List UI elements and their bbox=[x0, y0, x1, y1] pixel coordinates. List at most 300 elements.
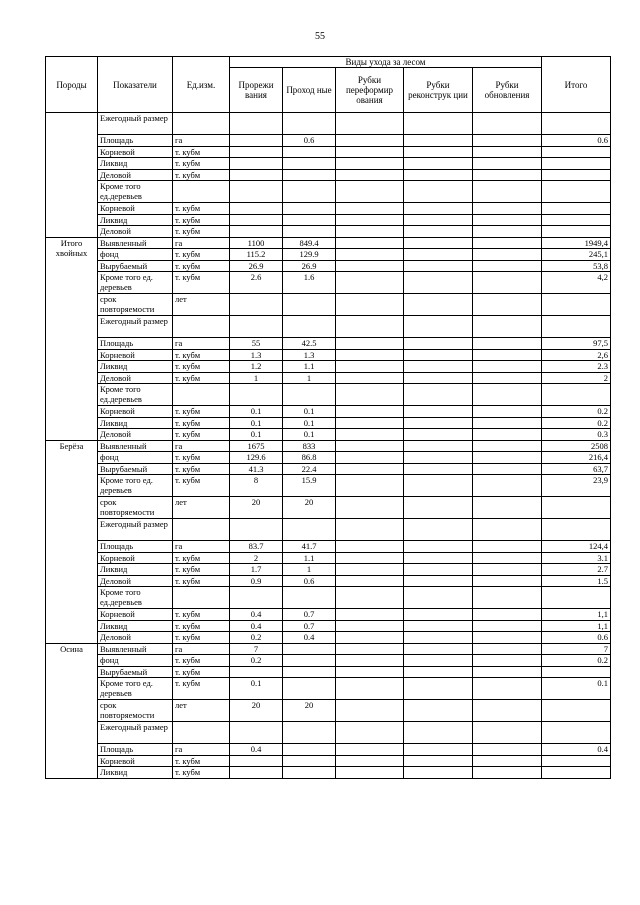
unit-cell: т. кубм bbox=[173, 361, 230, 373]
total-cell: 0.6 bbox=[542, 135, 611, 147]
renewal-cell bbox=[473, 226, 542, 238]
passage-cell: 1 bbox=[283, 564, 336, 576]
thinning-cell: 1.3 bbox=[230, 349, 283, 361]
unit-cell: га bbox=[173, 643, 230, 655]
unit-cell: т. кубм bbox=[173, 767, 230, 779]
indicator-cell: фонд bbox=[98, 452, 173, 464]
reconstruction-cell bbox=[404, 361, 473, 373]
passage-cell: 1.1 bbox=[283, 361, 336, 373]
table-row bbox=[46, 452, 611, 464]
total-cell: 0.1 bbox=[542, 678, 611, 700]
table-row bbox=[46, 384, 611, 406]
table-row bbox=[46, 643, 611, 655]
reconstruction-cell bbox=[404, 463, 473, 475]
reconstruction-cell bbox=[404, 349, 473, 361]
reformation-cell bbox=[336, 678, 404, 700]
reconstruction-cell bbox=[404, 744, 473, 756]
unit-cell: т. кубм bbox=[173, 678, 230, 700]
reformation-cell bbox=[336, 417, 404, 429]
reformation-cell bbox=[336, 272, 404, 294]
indicator-cell: Ликвид bbox=[98, 158, 173, 170]
indicator-cell: Корневой bbox=[98, 755, 173, 767]
thinning-cell: 0.1 bbox=[230, 417, 283, 429]
reformation-cell bbox=[336, 316, 404, 338]
reconstruction-cell bbox=[404, 620, 473, 632]
passage-cell bbox=[283, 643, 336, 655]
total-cell bbox=[542, 722, 611, 744]
renewal-cell bbox=[473, 700, 542, 722]
passage-cell: 0.1 bbox=[283, 406, 336, 418]
reconstruction-cell bbox=[404, 755, 473, 767]
unit-cell: т. кубм bbox=[173, 158, 230, 170]
table-row bbox=[46, 249, 611, 261]
renewal-cell bbox=[473, 678, 542, 700]
reformation-cell bbox=[336, 755, 404, 767]
indicator-cell: Ликвид bbox=[98, 620, 173, 632]
reformation-cell bbox=[336, 169, 404, 181]
reconstruction-cell bbox=[404, 169, 473, 181]
forest-care-table bbox=[45, 56, 611, 779]
total-cell: 0.3 bbox=[542, 429, 611, 441]
table-row bbox=[46, 475, 611, 497]
total-cell bbox=[542, 226, 611, 238]
total-cell: 2.7 bbox=[542, 564, 611, 576]
reconstruction-cell bbox=[404, 655, 473, 667]
total-cell bbox=[542, 113, 611, 135]
thinning-cell: 0.1 bbox=[230, 406, 283, 418]
reconstruction-cell bbox=[404, 316, 473, 338]
renewal-cell bbox=[473, 361, 542, 373]
passage-cell: 0.6 bbox=[283, 575, 336, 587]
reformation-cell bbox=[336, 113, 404, 135]
passage-cell bbox=[283, 226, 336, 238]
reformation-cell bbox=[336, 294, 404, 316]
thinning-cell: 83.7 bbox=[230, 541, 283, 553]
passage-cell bbox=[283, 316, 336, 338]
table-row bbox=[46, 338, 611, 350]
unit-cell: т. кубм bbox=[173, 452, 230, 464]
indicator-cell: Ликвид bbox=[98, 361, 173, 373]
reformation-cell bbox=[336, 609, 404, 621]
total-cell bbox=[542, 497, 611, 519]
indicator-cell: Ликвид bbox=[98, 417, 173, 429]
indicator-cell: Кроме того ед. деревьев bbox=[98, 475, 173, 497]
unit-cell: т. кубм bbox=[173, 203, 230, 215]
indicator-cell: Деловой bbox=[98, 575, 173, 587]
renewal-cell bbox=[473, 135, 542, 147]
total-cell bbox=[542, 181, 611, 203]
thinning-cell: 1.2 bbox=[230, 361, 283, 373]
total-cell: 2,6 bbox=[542, 349, 611, 361]
passage-cell: 849.4 bbox=[283, 237, 336, 249]
thinning-cell bbox=[230, 587, 283, 609]
table-row bbox=[46, 158, 611, 170]
renewal-cell bbox=[473, 237, 542, 249]
reconstruction-cell bbox=[404, 632, 473, 644]
table-row bbox=[46, 497, 611, 519]
table-row bbox=[46, 294, 611, 316]
reconstruction-cell bbox=[404, 181, 473, 203]
table-row bbox=[46, 632, 611, 644]
unit-cell: т. кубм bbox=[173, 632, 230, 644]
unit-cell: т. кубм bbox=[173, 226, 230, 238]
thinning-cell bbox=[230, 384, 283, 406]
reconstruction-cell bbox=[404, 552, 473, 564]
renewal-cell bbox=[473, 541, 542, 553]
total-cell: 0.2 bbox=[542, 417, 611, 429]
header-total: Итого bbox=[542, 57, 611, 113]
thinning-cell: 0.4 bbox=[230, 609, 283, 621]
total-cell: 2508 bbox=[542, 440, 611, 452]
renewal-cell bbox=[473, 417, 542, 429]
total-cell: 53,8 bbox=[542, 260, 611, 272]
thinning-cell: 20 bbox=[230, 700, 283, 722]
table-row bbox=[46, 564, 611, 576]
table-row bbox=[46, 744, 611, 756]
reformation-cell bbox=[336, 406, 404, 418]
total-cell: 4,2 bbox=[542, 272, 611, 294]
reconstruction-cell bbox=[404, 214, 473, 226]
total-cell: 97,5 bbox=[542, 338, 611, 350]
reconstruction-cell bbox=[404, 497, 473, 519]
indicator-cell: Выявленный bbox=[98, 643, 173, 655]
reformation-cell bbox=[336, 146, 404, 158]
total-cell bbox=[542, 203, 611, 215]
reconstruction-cell bbox=[404, 452, 473, 464]
header-reformation-cutting: Рубки переформир ования bbox=[336, 68, 404, 113]
renewal-cell bbox=[473, 372, 542, 384]
renewal-cell bbox=[473, 655, 542, 667]
indicator-cell: Деловой bbox=[98, 226, 173, 238]
thinning-cell: 2.6 bbox=[230, 272, 283, 294]
thinning-cell bbox=[230, 214, 283, 226]
renewal-cell bbox=[473, 666, 542, 678]
thinning-cell: 0.9 bbox=[230, 575, 283, 587]
renewal-cell bbox=[473, 620, 542, 632]
renewal-cell bbox=[473, 722, 542, 744]
indicator-cell: Площадь bbox=[98, 338, 173, 350]
reformation-cell bbox=[336, 181, 404, 203]
thinning-cell bbox=[230, 722, 283, 744]
reconstruction-cell bbox=[404, 587, 473, 609]
passage-cell: 0.4 bbox=[283, 632, 336, 644]
renewal-cell bbox=[473, 113, 542, 135]
reconstruction-cell bbox=[404, 338, 473, 350]
total-cell: 245,1 bbox=[542, 249, 611, 261]
table-row bbox=[46, 214, 611, 226]
reformation-cell bbox=[336, 214, 404, 226]
passage-cell: 1.6 bbox=[283, 272, 336, 294]
indicator-cell: Ежегодный размер bbox=[98, 316, 173, 338]
thinning-cell bbox=[230, 519, 283, 541]
total-cell bbox=[542, 158, 611, 170]
unit-cell: лет bbox=[173, 497, 230, 519]
unit-cell: га bbox=[173, 135, 230, 147]
unit-cell: т. кубм bbox=[173, 372, 230, 384]
thinning-cell bbox=[230, 146, 283, 158]
reconstruction-cell bbox=[404, 158, 473, 170]
unit-cell: т. кубм bbox=[173, 755, 230, 767]
reformation-cell bbox=[336, 237, 404, 249]
reformation-cell bbox=[336, 552, 404, 564]
indicator-cell: Деловой bbox=[98, 429, 173, 441]
table-row bbox=[46, 440, 611, 452]
indicator-cell: Корневой bbox=[98, 349, 173, 361]
total-cell: 0.4 bbox=[542, 744, 611, 756]
reconstruction-cell bbox=[404, 203, 473, 215]
table-row bbox=[46, 575, 611, 587]
total-cell: 216,4 bbox=[542, 452, 611, 464]
total-cell bbox=[542, 214, 611, 226]
reformation-cell bbox=[336, 587, 404, 609]
thinning-cell: 7 bbox=[230, 643, 283, 655]
passage-cell bbox=[283, 113, 336, 135]
unit-cell: т. кубм bbox=[173, 146, 230, 158]
indicator-cell: срок повторяемости bbox=[98, 700, 173, 722]
thinning-cell: 0.2 bbox=[230, 632, 283, 644]
passage-cell bbox=[283, 203, 336, 215]
renewal-cell bbox=[473, 349, 542, 361]
thinning-cell: 1.7 bbox=[230, 564, 283, 576]
table-row bbox=[46, 767, 611, 779]
reconstruction-cell bbox=[404, 475, 473, 497]
reformation-cell bbox=[336, 361, 404, 373]
unit-cell: га bbox=[173, 541, 230, 553]
reformation-cell bbox=[336, 541, 404, 553]
unit-cell: т. кубм bbox=[173, 272, 230, 294]
passage-cell: 0.1 bbox=[283, 429, 336, 441]
passage-cell: 86.8 bbox=[283, 452, 336, 464]
total-cell: 0.2 bbox=[542, 406, 611, 418]
indicator-cell: Ежегодный размер bbox=[98, 113, 173, 135]
renewal-cell bbox=[473, 249, 542, 261]
unit-cell: т. кубм bbox=[173, 260, 230, 272]
unit-cell bbox=[173, 722, 230, 744]
total-cell bbox=[542, 755, 611, 767]
header-care-types: Виды ухода за лесом bbox=[230, 57, 542, 68]
thinning-cell bbox=[230, 226, 283, 238]
passage-cell bbox=[283, 181, 336, 203]
unit-cell bbox=[173, 384, 230, 406]
unit-cell: га bbox=[173, 744, 230, 756]
renewal-cell bbox=[473, 406, 542, 418]
renewal-cell bbox=[473, 755, 542, 767]
indicator-cell: Площадь bbox=[98, 744, 173, 756]
passage-cell: 1.1 bbox=[283, 552, 336, 564]
unit-cell: т. кубм bbox=[173, 609, 230, 621]
total-cell bbox=[542, 169, 611, 181]
thinning-cell: 41.3 bbox=[230, 463, 283, 475]
reformation-cell bbox=[336, 463, 404, 475]
table-row bbox=[46, 519, 611, 541]
thinning-cell: 0.4 bbox=[230, 744, 283, 756]
renewal-cell bbox=[473, 552, 542, 564]
thinning-cell: 2 bbox=[230, 552, 283, 564]
species-cell: Итого хвойных bbox=[46, 237, 98, 440]
table-row bbox=[46, 316, 611, 338]
table-row bbox=[46, 722, 611, 744]
reconstruction-cell bbox=[404, 272, 473, 294]
renewal-cell bbox=[473, 272, 542, 294]
total-cell: 0.6 bbox=[542, 632, 611, 644]
header-thinning: Прорежи вания bbox=[230, 68, 283, 113]
passage-cell: 22.4 bbox=[283, 463, 336, 475]
reconstruction-cell bbox=[404, 406, 473, 418]
header-indicator: Показатели bbox=[98, 57, 173, 113]
table-row bbox=[46, 169, 611, 181]
unit-cell: т. кубм bbox=[173, 249, 230, 261]
renewal-cell bbox=[473, 767, 542, 779]
reconstruction-cell bbox=[404, 417, 473, 429]
total-cell: 124,4 bbox=[542, 541, 611, 553]
reformation-cell bbox=[336, 249, 404, 261]
total-cell bbox=[542, 146, 611, 158]
indicator-cell: Деловой bbox=[98, 169, 173, 181]
reformation-cell bbox=[336, 643, 404, 655]
total-cell: 2.3 bbox=[542, 361, 611, 373]
reformation-cell bbox=[336, 744, 404, 756]
passage-cell: 41.7 bbox=[283, 541, 336, 553]
renewal-cell bbox=[473, 260, 542, 272]
passage-cell: 1.3 bbox=[283, 349, 336, 361]
indicator-cell: Вырубаемый bbox=[98, 666, 173, 678]
passage-cell bbox=[283, 294, 336, 316]
thinning-cell bbox=[230, 755, 283, 767]
passage-cell: 15.9 bbox=[283, 475, 336, 497]
renewal-cell bbox=[473, 429, 542, 441]
thinning-cell bbox=[230, 316, 283, 338]
total-cell: 1.5 bbox=[542, 575, 611, 587]
unit-cell: т. кубм bbox=[173, 620, 230, 632]
passage-cell bbox=[283, 722, 336, 744]
reconstruction-cell bbox=[404, 564, 473, 576]
table-row bbox=[46, 260, 611, 272]
renewal-cell bbox=[473, 181, 542, 203]
table-row bbox=[46, 181, 611, 203]
species-cell: Берёза bbox=[46, 440, 98, 643]
indicator-cell: Корневой bbox=[98, 146, 173, 158]
passage-cell bbox=[283, 655, 336, 667]
total-cell bbox=[542, 767, 611, 779]
unit-cell: т. кубм bbox=[173, 429, 230, 441]
thinning-cell: 26.9 bbox=[230, 260, 283, 272]
total-cell: 23,9 bbox=[542, 475, 611, 497]
table-row bbox=[46, 406, 611, 418]
thinning-cell bbox=[230, 113, 283, 135]
reformation-cell bbox=[336, 564, 404, 576]
species-cell bbox=[46, 113, 98, 238]
unit-cell: т. кубм bbox=[173, 552, 230, 564]
reconstruction-cell bbox=[404, 260, 473, 272]
total-cell: 0.2 bbox=[542, 655, 611, 667]
thinning-cell: 115.2 bbox=[230, 249, 283, 261]
table-row bbox=[46, 237, 611, 249]
species-cell: Осина bbox=[46, 643, 98, 778]
table-row bbox=[46, 755, 611, 767]
renewal-cell bbox=[473, 497, 542, 519]
unit-cell bbox=[173, 316, 230, 338]
passage-cell bbox=[283, 384, 336, 406]
reconstruction-cell bbox=[404, 113, 473, 135]
reformation-cell bbox=[336, 429, 404, 441]
renewal-cell bbox=[473, 214, 542, 226]
indicator-cell: Корневой bbox=[98, 552, 173, 564]
reformation-cell bbox=[336, 620, 404, 632]
thinning-cell bbox=[230, 135, 283, 147]
table-row bbox=[46, 417, 611, 429]
thinning-cell bbox=[230, 294, 283, 316]
total-cell: 63,7 bbox=[542, 463, 611, 475]
thinning-cell bbox=[230, 158, 283, 170]
indicator-cell: Площадь bbox=[98, 135, 173, 147]
total-cell: 1949,4 bbox=[542, 237, 611, 249]
passage-cell bbox=[283, 767, 336, 779]
unit-cell: га bbox=[173, 440, 230, 452]
passage-cell bbox=[283, 755, 336, 767]
renewal-cell bbox=[473, 452, 542, 464]
table-row bbox=[46, 372, 611, 384]
renewal-cell bbox=[473, 609, 542, 621]
total-cell: 1,1 bbox=[542, 620, 611, 632]
passage-cell: 20 bbox=[283, 497, 336, 519]
table-row bbox=[46, 678, 611, 700]
renewal-cell bbox=[473, 475, 542, 497]
indicator-cell: Ликвид bbox=[98, 564, 173, 576]
passage-cell bbox=[283, 158, 336, 170]
passage-cell: 0.7 bbox=[283, 620, 336, 632]
total-cell bbox=[542, 587, 611, 609]
thinning-cell: 20 bbox=[230, 497, 283, 519]
reconstruction-cell bbox=[404, 541, 473, 553]
unit-cell bbox=[173, 113, 230, 135]
unit-cell: лет bbox=[173, 294, 230, 316]
unit-cell: т. кубм bbox=[173, 575, 230, 587]
passage-cell: 42.5 bbox=[283, 338, 336, 350]
passage-cell: 129.9 bbox=[283, 249, 336, 261]
passage-cell: 0.6 bbox=[283, 135, 336, 147]
thinning-cell: 0.2 bbox=[230, 655, 283, 667]
unit-cell: т. кубм bbox=[173, 417, 230, 429]
reformation-cell bbox=[336, 497, 404, 519]
reformation-cell bbox=[336, 655, 404, 667]
indicator-cell: срок повторяемости bbox=[98, 497, 173, 519]
reconstruction-cell bbox=[404, 609, 473, 621]
total-cell: 2 bbox=[542, 372, 611, 384]
unit-cell bbox=[173, 519, 230, 541]
indicator-cell: Кроме того ед.деревьев bbox=[98, 181, 173, 203]
unit-cell: т. кубм bbox=[173, 349, 230, 361]
thinning-cell bbox=[230, 767, 283, 779]
table-body bbox=[46, 113, 611, 779]
table-row bbox=[46, 655, 611, 667]
passage-cell bbox=[283, 169, 336, 181]
unit-cell: т. кубм bbox=[173, 564, 230, 576]
unit-cell bbox=[173, 181, 230, 203]
table-row bbox=[46, 429, 611, 441]
renewal-cell bbox=[473, 643, 542, 655]
unit-cell: лет bbox=[173, 700, 230, 722]
indicator-cell: фонд bbox=[98, 655, 173, 667]
indicator-cell: Ликвид bbox=[98, 214, 173, 226]
reconstruction-cell bbox=[404, 429, 473, 441]
total-cell bbox=[542, 519, 611, 541]
reconstruction-cell bbox=[404, 226, 473, 238]
passage-cell bbox=[283, 744, 336, 756]
indicator-cell: Вырубаемый bbox=[98, 463, 173, 475]
indicator-cell: Корневой bbox=[98, 203, 173, 215]
reformation-cell bbox=[336, 632, 404, 644]
thinning-cell: 1 bbox=[230, 372, 283, 384]
